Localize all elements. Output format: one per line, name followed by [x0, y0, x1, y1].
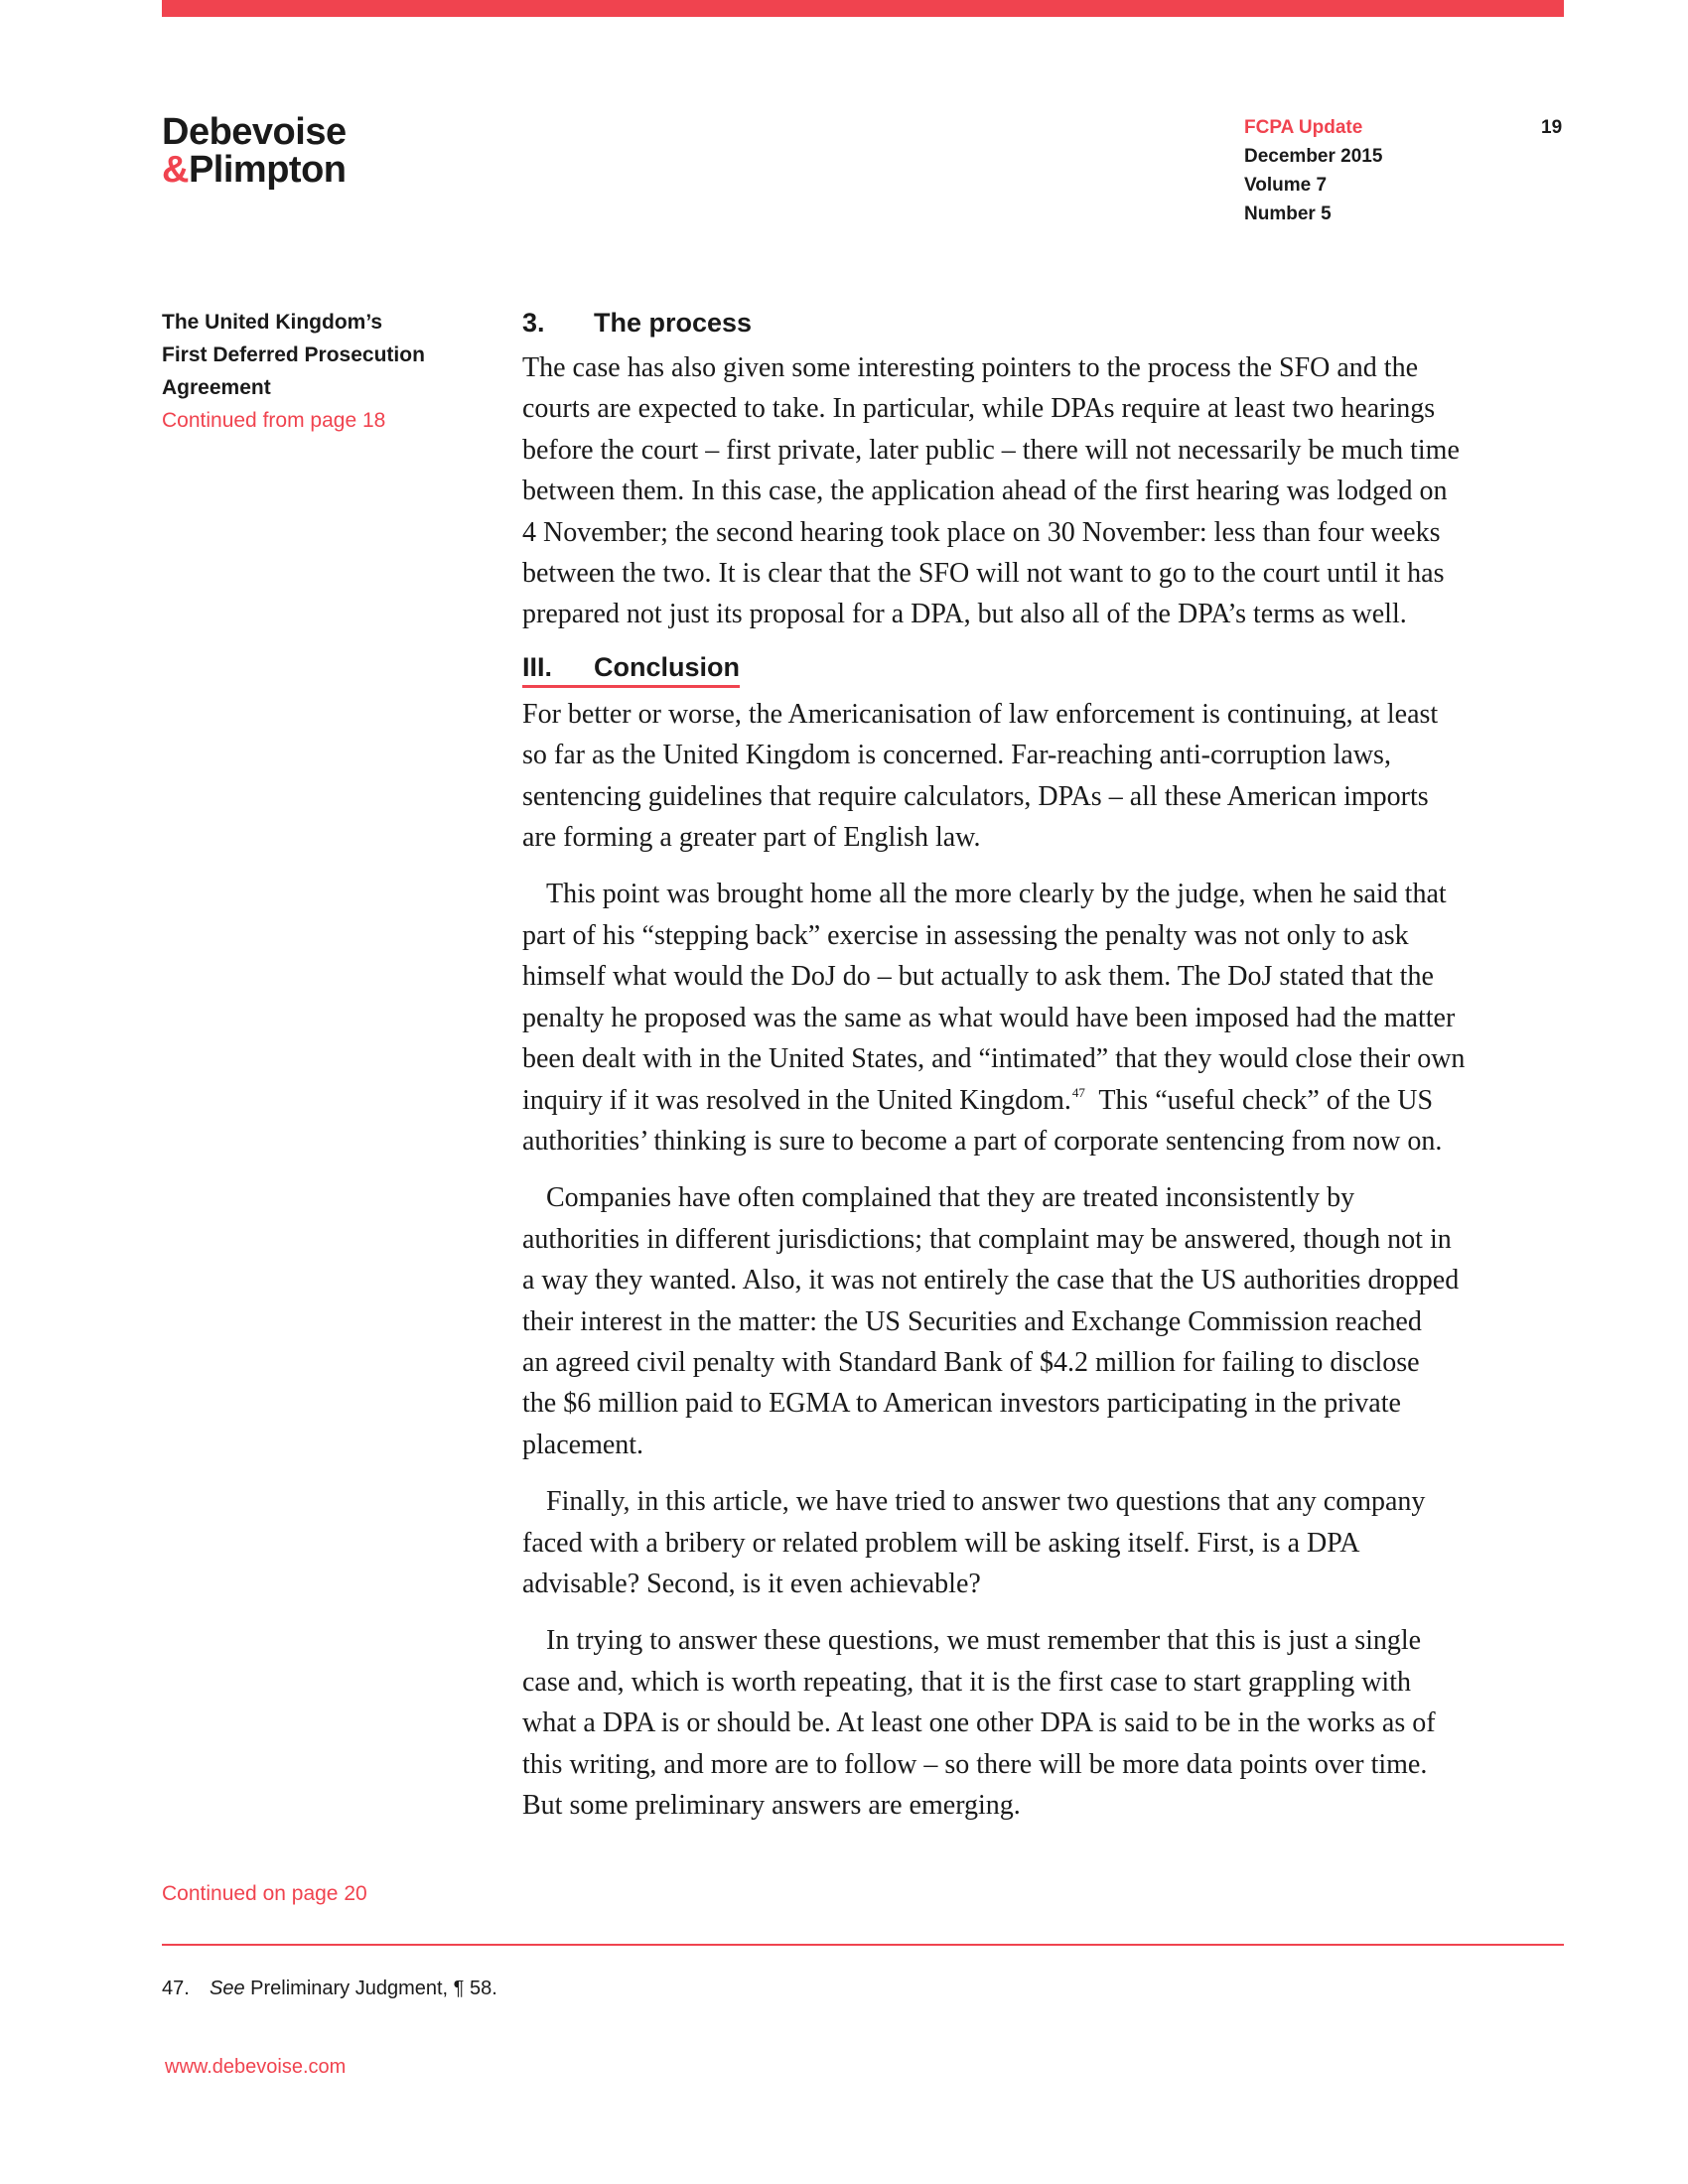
section-title: The process [594, 308, 753, 338]
text-line: sentencing guidelines that require calculators, DPAs – all these American imports [522, 780, 1429, 812]
text-line: the $6 million paid to EGMA to American investors participating in the private [522, 1388, 1401, 1420]
issue-number: Number 5 [1244, 204, 1332, 224]
text-line: so far as the United Kingdom is concerned. Far-reaching anti-corruption laws, [522, 740, 1391, 771]
top-accent-bar [162, 0, 1564, 17]
text-line: authorities in different jurisdictions; that complaint may be answered, though not in [522, 1223, 1452, 1255]
text-line: inquiry if it was resolved in the United Kingdom. [522, 1084, 1071, 1116]
text-line: In trying to answer these questions, we must remember that this is just a single [546, 1625, 1422, 1657]
text-line: between them. In this case, the application ahead of the first hearing was lodged on [522, 476, 1448, 507]
continued-on-link[interactable]: Continued on page 20 [162, 1882, 367, 1905]
text-line: This “useful check” of the US [1084, 1084, 1434, 1116]
debevoise-logo [162, 113, 347, 189]
paragraph [522, 1481, 1565, 1604]
text-line: This point was brought home all the more clearly by the judge, when he said that [546, 879, 1447, 910]
logo-line-1: Debevoise [162, 111, 347, 153]
page-number: 19 [1541, 117, 1563, 138]
text-line: their interest in the matter: the US Securities and Exchange Commission reached [522, 1305, 1422, 1337]
paragraph [522, 1177, 1565, 1465]
text-line: advisable? Second, is it even achievable? [522, 1568, 981, 1599]
text-line: before the court – first private, later public – there will not necessarily be much time [522, 434, 1460, 466]
text-line: For better or worse, the Americanisation of law enforcement is continuing, at least [522, 698, 1439, 730]
section-number: 3. [522, 308, 545, 338]
text-line: are forming a greater part of English law. [522, 822, 981, 854]
text-line: Finally, in this article, we have tried to answer two questions that any company [546, 1486, 1426, 1518]
continued-from-link[interactable]: Continued from page 18 [162, 409, 386, 432]
footnote-italic: See [210, 1978, 245, 1999]
footnote-divider [162, 1944, 1564, 1946]
footnote [162, 1975, 497, 2002]
issue-volume: Volume 7 [1244, 175, 1328, 196]
footnote-reference[interactable]: 47 [1071, 1084, 1085, 1100]
text-line: been dealt with in the United States, and “intimated” that they would close their own [522, 1043, 1466, 1075]
text-line: himself what would the DoJ do – but actually to ask them. The DoJ stated that the [522, 961, 1434, 993]
paragraph [522, 694, 1565, 859]
article-sidebar [162, 306, 480, 437]
text-line: part of his “stepping back” exercise in assessing the penalty was not only to ask [522, 919, 1409, 951]
text-line: The case has also given some interesting pointers to the process the SFO and the [522, 352, 1419, 383]
text-line: prepared not just its proposal for a DPA, but also all of the DPA’s terms as well. [522, 599, 1407, 630]
article-title-line: Agreement [162, 376, 271, 399]
footnote-number: 47. [162, 1978, 190, 1999]
text-line: case and, which is worth repeating, that it is the first case to start grappling with [522, 1666, 1411, 1698]
website-link[interactable]: www.debevoise.com [165, 2056, 347, 2078]
logo-line-2 [162, 151, 347, 189]
text-line: courts are expected to take. In particular, while DPAs require at least two hearings [522, 393, 1436, 425]
article-body [522, 305, 1565, 1826]
text-line: penalty he proposed was the same as what would have been imposed had the matter [522, 1002, 1456, 1033]
issue-date: December 2015 [1244, 146, 1383, 167]
text-line: this writing, and more are to follow – so there will be more data points over time. [522, 1748, 1428, 1780]
article-title-line: The United Kingdom’s [162, 311, 383, 334]
text-line: authorities’ thinking is sure to become a part of corporate sentencing from now on. [522, 1125, 1443, 1157]
text-line: what a DPA is or should be. At least one other DPA is said to be in the works as of [522, 1707, 1436, 1739]
text-line: placement. [522, 1429, 644, 1460]
text-line: 4 November; the second hearing took place on 30 November: less than four weeks [522, 516, 1441, 548]
masthead [1244, 113, 1382, 228]
paragraph [522, 874, 1565, 1161]
section-heading-process [522, 305, 1565, 341]
logo-line-2-text: Plimpton [188, 149, 347, 191]
text-line: an agreed civil penalty with Standard Bank of $4.2 million for failing to disclose [522, 1346, 1420, 1378]
footnote-text: Preliminary Judgment, ¶ 58. [244, 1978, 497, 1999]
paragraph [522, 1620, 1565, 1826]
text-line: Companies have often complained that they are treated inconsistently by [546, 1182, 1355, 1214]
text-line: between the two. It is clear that the SFO will not want to go to the court until it has [522, 558, 1445, 590]
publication-title: FCPA Update [1244, 117, 1363, 138]
paragraph [522, 347, 1565, 635]
article-title-line: First Deferred Prosecution [162, 343, 425, 366]
section-heading-conclusion [522, 651, 740, 688]
text-line: But some preliminary answers are emerging. [522, 1790, 1021, 1821]
logo-ampersand: & [162, 149, 189, 191]
section-title: Conclusion [594, 651, 740, 682]
section-number: III. [522, 651, 553, 682]
article-title [162, 306, 480, 404]
text-line: faced with a bribery or related problem will be asking itself. First, is a DPA [522, 1527, 1360, 1559]
text-line: a way they wanted. Also, it was not entirely the case that the US authorities dropped [522, 1265, 1460, 1297]
